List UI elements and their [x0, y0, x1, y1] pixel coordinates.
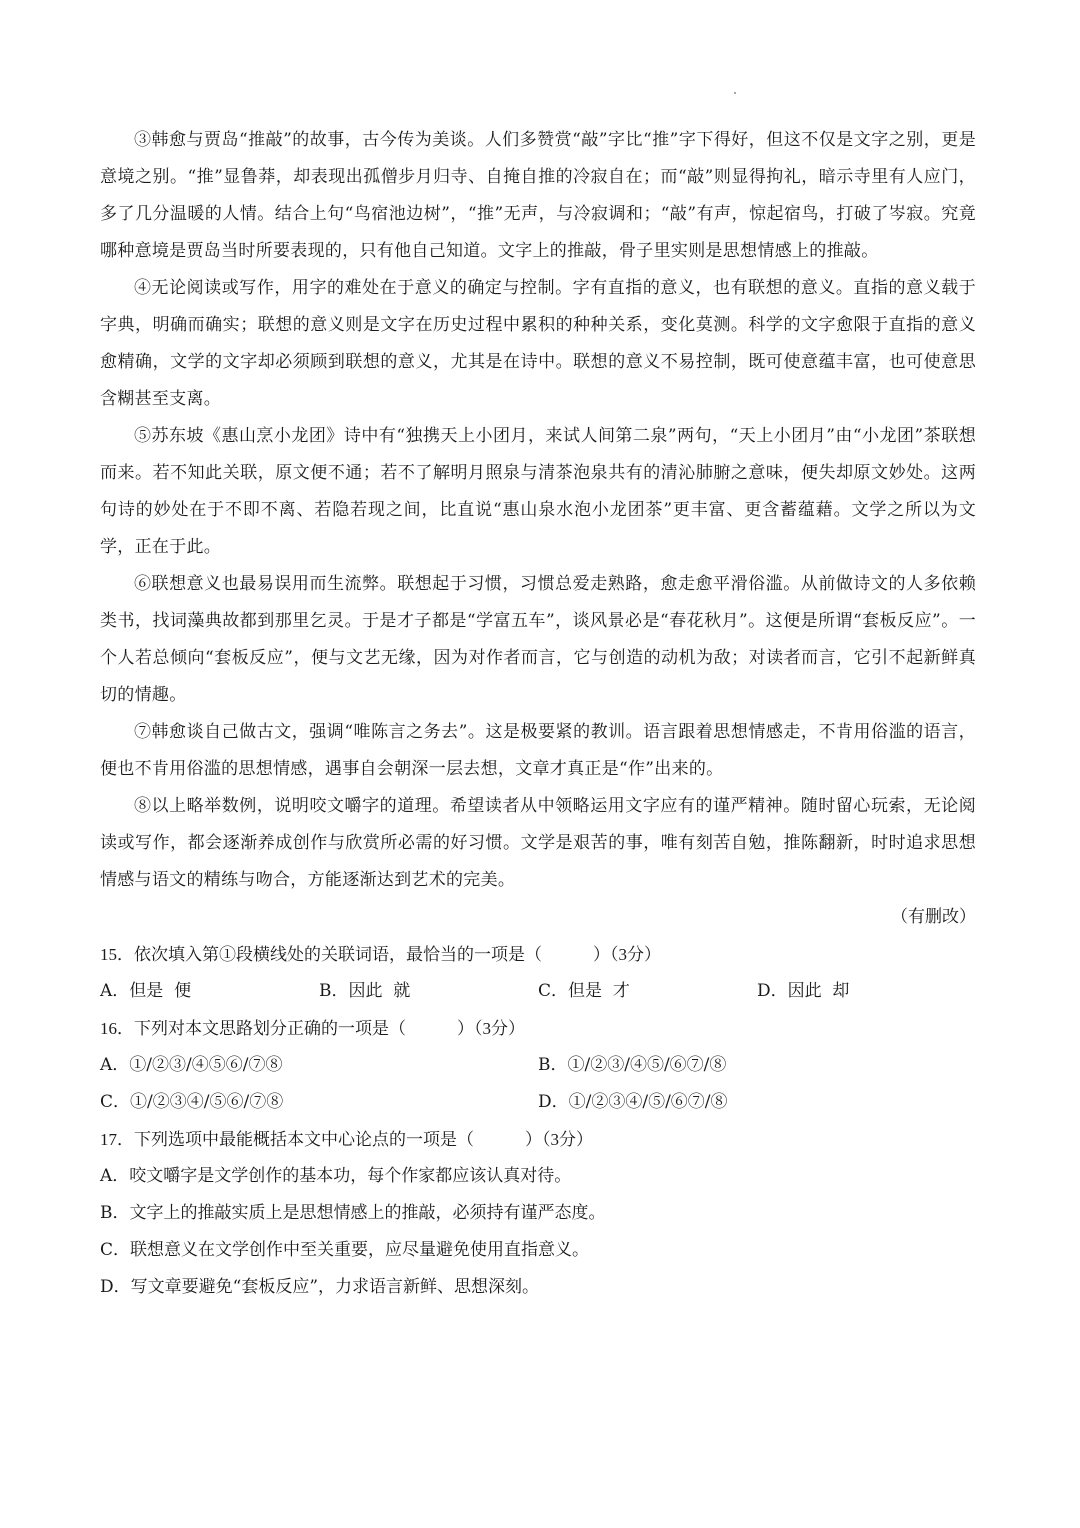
- paragraph-5: ⑤苏东坡《惠山烹小龙团》诗中有“独携天上小团月，来试人间第二泉”两句，“天上小团月”由“小龙团”茶联想而来。若不知此关联，原文便不通；若不了解明月照泉与清茶泡泉共有的清沁肺腑之意味，便失却原文妙处。这两句诗的妙处在于不即不离、若隐若现之间，比直说“惠山泉水泡小龙团茶”更丰富、更含蓄蕴藉。文学之所以为文学，正在于此。: [100, 426, 976, 557]
- option-c[interactable]: C．但是 才: [538, 981, 630, 1001]
- option-d[interactable]: D．①/②③④/⑤/⑥⑦/⑧: [538, 1092, 728, 1112]
- paragraph-8: ⑧以上略举数例，说明咬文嚼字的道理。希望读者从中领略运用文字应有的谨严精神。随时留心玩索，无论阅读或写作，都会逐渐养成创作与欣赏所必需的好习惯。文学是艰苦的事，唯有刻苦自勉，推陈翻新，时时追求思想情感与语文的精练与吻合，方能逐渐达到艺术的完美。: [100, 796, 976, 890]
- question-15-stem: 15．依次填入第①段横线处的关联词语，最恰当的一项是（ ）（3分）: [100, 945, 661, 964]
- option-b[interactable]: B．因此 就: [319, 981, 411, 1001]
- question-16-stem: 16．下列对本文思路划分正确的一项是（ ）（3分）: [100, 1019, 525, 1038]
- question-15: [100, 936, 976, 1010]
- option-a[interactable]: A．咬文嚼字是文学创作的基本功，每个作家都应该认真对待。: [100, 1166, 572, 1186]
- option-b[interactable]: B．文字上的推敲实质上是思想情感上的推敲，必须持有谨严态度。: [100, 1203, 606, 1223]
- question-17: [100, 1121, 976, 1306]
- option-a[interactable]: A．但是 便: [100, 981, 192, 1001]
- paragraph-4: ④无论阅读或写作，用字的难处在于意义的确定与控制。字有直指的意义，也有联想的意义。直指的意义载于字典，明确而确实；联想的意义则是文字在历史过程中累积的种种关系，变化莫测。科学的文字愈限于直指的意义愈精确，文学的文字却必须顾到联想的意义，尤其是在诗中。联想的意义不易控制，既可使意蕴丰富，也可使意思含糊甚至支离。: [100, 278, 976, 409]
- question-17-stem: 17．下列选项中最能概括本文中心论点的一项是（ ）（3分）: [100, 1130, 593, 1149]
- question-16: [100, 1010, 976, 1121]
- option-c[interactable]: C．联想意义在文学创作中至关重要，应尽量避免使用直指意义。: [100, 1240, 590, 1260]
- option-d[interactable]: D．因此 却: [757, 981, 850, 1001]
- option-d[interactable]: D．写文章要避免“套板反应”，力求语言新鲜、思想深刻。: [100, 1277, 540, 1297]
- scan-speck: [734, 92, 736, 94]
- option-c[interactable]: C．①/②③④/⑤⑥/⑦⑧: [100, 1092, 284, 1112]
- option-a[interactable]: A．①/②③/④⑤⑥/⑦⑧: [100, 1055, 283, 1075]
- source-note: （有删改）: [891, 907, 976, 927]
- paragraph-6: ⑥联想意义也最易误用而生流弊。联想起于习惯，习惯总爱走熟路，愈走愈平滑俗滥。从前做诗文的人多依赖类书，找词藻典故都到那里乞灵。于是才子都是“学富五车”，谈风景必是“春花秋月”。这便是所谓“套板反应”。一个人若总倾向“套板反应”，便与文艺无缘，因为对作者而言，它与创造的动机为敌；对读者而言，它引不起新鲜真切的情趣。: [100, 574, 976, 705]
- question-17-options: [100, 1158, 976, 1306]
- question-15-options: [100, 973, 976, 1010]
- paragraph-3: ③韩愈与贾岛“推敲”的故事，古今传为美谈。人们多赞赏“敲”字比“推”字下得好，但这不仅是文字之别，更是意境之别。“推”显鲁莽，却表现出孤僧步月归寺、自掩自推的冷寂自在；而“敲”则显得拘礼，暗示寺里有人应门，多了几分温暖的人情。结合上句“鸟宿池边树”，“推”无声，与冷寂调和；“敲”有声，惊起宿鸟，打破了岑寂。究竟哪种意境是贾岛当时所要表现的，只有他自己知道。文字上的推敲，骨子里实则是思想情感上的推敲。: [100, 130, 976, 261]
- paragraph-7: ⑦韩愈谈自己做古文，强调“唯陈言之务去”。这是极要紧的教训。语言跟着思想情感走，不肯用俗滥的语言，便也不肯用俗滥的思想情感，遇事自会朝深一层去想，文章才真正是“作”出来的。: [100, 722, 976, 779]
- exam-page: [100, 122, 976, 1306]
- option-b[interactable]: B．①/②③/④⑤/⑥⑦/⑧: [538, 1055, 727, 1075]
- question-16-options: [100, 1047, 976, 1121]
